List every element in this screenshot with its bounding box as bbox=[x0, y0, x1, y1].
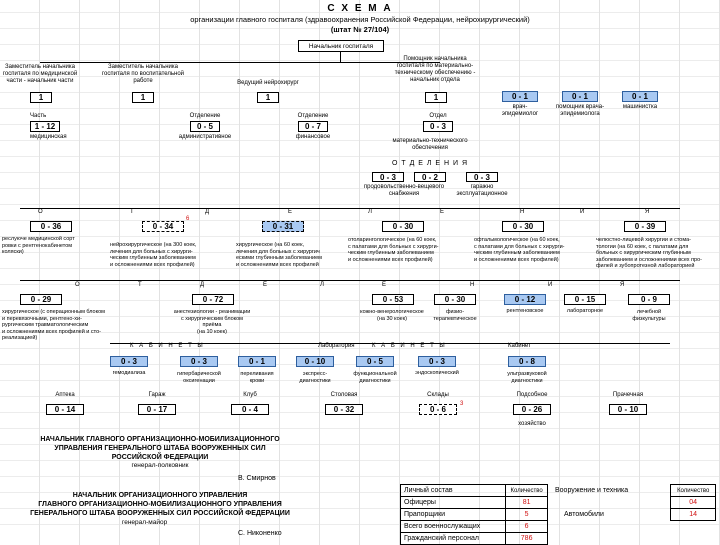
otd-row3-letter-3: Д bbox=[200, 282, 205, 288]
chief-box: Начальник госпиталя bbox=[298, 40, 384, 52]
lab-express-count: 0 - 10 bbox=[296, 356, 334, 367]
equipment-header: Вооружение и техника bbox=[555, 487, 629, 494]
cab-hyperbaric-label: гипербарической оксигенации bbox=[177, 371, 221, 384]
warehouses-title: Склады bbox=[427, 392, 449, 398]
personnel-value: 5 bbox=[506, 509, 548, 521]
garage-count: 0 - 17 bbox=[138, 404, 176, 415]
dept-finance-title: Отделение bbox=[297, 113, 329, 119]
pharmacy-title: Аптека bbox=[55, 392, 75, 398]
epid-assistant-box: 0 - 1 bbox=[562, 91, 598, 102]
equipment-spacer bbox=[552, 497, 671, 509]
otd-anesthesia-label: анестезиологии - реанимации с хирургическим блоком приёма (на 10 коек) bbox=[173, 309, 251, 335]
garage-title: Гараж bbox=[148, 392, 166, 398]
sig-b-line1: НАЧАЛЬНИК ОРГАНИЗАЦИОННОГО УПРАВЛЕНИЯ bbox=[72, 492, 248, 499]
otd-reception-label: реслуюче медицинской сорт ровки с рентгенокабинетом коляски) bbox=[2, 236, 75, 256]
cab-transfusion-label: переливания крови bbox=[240, 371, 274, 384]
personnel-label: Всего военнослужащих bbox=[401, 521, 506, 533]
assist-mat-label: Помощник начальника госпиталя по материально- техническому обеспечению - начальник отдела bbox=[394, 56, 476, 83]
sig-a-line1: НАЧАЛЬНИК ГЛАВНОГО ОРГАНИЗАЦИОННО-МОБИЛИЗАЦИОННОГО bbox=[40, 436, 280, 443]
assist-mat-count: 1 bbox=[425, 92, 447, 103]
cab-functional-count: 0 - 5 bbox=[356, 356, 394, 367]
otd-main-letter-3: Д bbox=[205, 209, 210, 215]
sig-a-line2: УПРАВЛЕНИЯ ГЕНЕРАЛЬНОГО ШТАБА ВООРУЖЕННЫХ СИЛ bbox=[54, 445, 266, 452]
deputy-med-label: Заместитель начальника госпиталя по медицинской части - начальник части bbox=[2, 64, 78, 84]
epid-assistant-label: помощник врача- эпидемиолога bbox=[555, 104, 605, 117]
part-count: 1 - 12 bbox=[30, 121, 60, 132]
otd-ophthalmology-label: офтальмологическое (на 60 коек, с палатами для больных с хирурги- ческим глубинным заболеванием и осложнениями всех профилей) bbox=[474, 237, 565, 263]
lead-surgeon-count: 1 bbox=[257, 92, 279, 103]
otd-row3-letter-8: И bbox=[548, 282, 553, 288]
otd-lab-label: лабораторное bbox=[566, 308, 604, 314]
warehouses-mark: 3 bbox=[460, 401, 464, 407]
otd-lfk-count: 0 - 9 bbox=[628, 294, 670, 305]
sig-a-rank: генерал-полковник bbox=[131, 462, 189, 469]
otd-xray-count: 0 - 12 bbox=[504, 294, 546, 305]
otd-reception-count: 0 - 36 bbox=[30, 221, 72, 232]
dept-material-label: материально-технического обеспечения bbox=[392, 138, 468, 151]
otd-main-letter-8: И bbox=[580, 209, 585, 215]
equipment-top-value: 04 bbox=[671, 497, 716, 509]
otd-main-letter-9: Я bbox=[645, 209, 650, 215]
otd-lfk-label: лечебной физкультуры bbox=[632, 309, 666, 322]
otd-dermatology-label: кожно-венерологическое (на 30 коек) bbox=[360, 309, 424, 322]
otd-garage-count: 0 - 2 bbox=[414, 172, 446, 182]
cab-endoscopy-label: эндоскопический bbox=[415, 370, 459, 376]
otd-food-label: продовольственно-вещевого снабжения bbox=[363, 184, 445, 197]
deputy-work-label: Заместитель начальника госпиталя по воспитательной работе bbox=[101, 64, 185, 84]
deputy-work-count: 1 bbox=[132, 92, 154, 103]
laboratory-heading: Лаборатория bbox=[318, 343, 355, 349]
otd-row3-letter-1: О bbox=[75, 282, 80, 288]
staff-number: (штат № 27/104) bbox=[330, 25, 390, 34]
otd-ophthalmology-count: 0 - 30 bbox=[502, 221, 544, 232]
otd-physio-count: 0 - 30 bbox=[434, 294, 476, 305]
otd-row3-letter-5: Л bbox=[320, 282, 324, 288]
otd-maxillofacial-label: челюстно-лицевой хирургии и стома- тологии (на 60 коек, с палатами для больных с хирургическим глубинным заболеванием и осложнениями всех про- филей и зубопротезной лабораторией bbox=[596, 237, 703, 270]
epidemiologist-box: 0 - 1 bbox=[502, 91, 538, 102]
otd-row3-letter-4: Е bbox=[263, 282, 268, 288]
departments-heading-1: О Т Д Е Л Е Н И Я bbox=[391, 160, 469, 167]
cab-transfusion-count: 0 - 1 bbox=[238, 356, 276, 367]
otd-main-letter-1: О bbox=[38, 209, 43, 215]
cab-hyperbaric-count: 0 - 3 bbox=[180, 356, 218, 367]
dept-material-title: Отдел bbox=[429, 113, 447, 119]
otd-ent-label: отоларингологическое (на 60 коек, с палатами для больных с хирурги- ческим глубинным заболеванием и осложнениями всех профилей) bbox=[348, 237, 439, 263]
scheme-title: С Х Е М А bbox=[327, 3, 393, 14]
cab-hemodialysis-label: гемодиализа bbox=[112, 370, 146, 376]
personnel-value: 6 bbox=[506, 521, 548, 533]
otd-surgery-label: хирургическое (на 60 коек, лечения для больных с хирургич ескими глубинным заболеванием и осложнениями всех профилей bbox=[236, 242, 322, 268]
equipment-table bbox=[552, 484, 716, 521]
otd-dermatology-count: 0 - 53 bbox=[372, 294, 414, 305]
equipment-value: 14 bbox=[671, 509, 716, 521]
cab-ultrasound-label: ультразвуковой диагностики bbox=[507, 371, 547, 384]
equipment-label: Автомобили bbox=[564, 511, 604, 518]
otd-main-letter-4: Е bbox=[288, 209, 293, 215]
personnel-table bbox=[400, 484, 548, 545]
warehouses-count: 0 - 6 bbox=[419, 404, 457, 415]
otd-surgery-count: 0 - 31 bbox=[262, 221, 304, 232]
cab-functional-label: функциональной диагностики bbox=[353, 371, 397, 384]
cab-endoscopy-count: 0 - 3 bbox=[418, 356, 456, 367]
pharmacy-count: 0 - 14 bbox=[46, 404, 84, 415]
personnel-label: Прапорщики bbox=[401, 509, 506, 521]
otd-main-letter-2: Т bbox=[130, 209, 134, 215]
dept-admin-title: Отделение bbox=[189, 113, 221, 119]
otd-gensurgery-count: 0 - 29 bbox=[20, 294, 62, 305]
sig-a-line3: РОССИЙСКОЙ ФЕДЕРАЦИИ bbox=[111, 454, 209, 461]
typist-box: 0 - 1 bbox=[622, 91, 658, 102]
sig-b-rank: генерал-майор bbox=[122, 519, 168, 526]
personnel-col-head: Количество bbox=[506, 485, 548, 497]
sig-a-name: В. Смирнов bbox=[238, 475, 276, 482]
otd-lab-count: 0 - 15 bbox=[564, 294, 606, 305]
otd-xray-label: рентгеновское bbox=[506, 308, 544, 314]
otd-row3-letter-2: Т bbox=[138, 282, 142, 288]
otd-ent-count: 0 - 30 bbox=[382, 221, 424, 232]
table-row bbox=[401, 533, 548, 545]
otd-third-count: 0 - 3 bbox=[466, 172, 498, 182]
canteen-count: 0 - 32 bbox=[325, 404, 363, 415]
auxiliary-title: Подсобное bbox=[516, 392, 548, 398]
otd-food-count: 0 - 3 bbox=[372, 172, 404, 182]
club-count: 0 - 4 bbox=[231, 404, 269, 415]
cabinets-heading-2: К А Б И Н Е Т Ы bbox=[372, 343, 447, 349]
deputy-med-count: 1 bbox=[30, 92, 52, 103]
personnel-label: Гражданский персонал bbox=[401, 533, 506, 545]
canteen-title: Столовая bbox=[330, 392, 358, 398]
otd-main-letter-5: Л bbox=[368, 209, 372, 215]
cabinets-heading-1: К А Б И Н Е Т Ы bbox=[130, 343, 205, 349]
cab-ultrasound-count: 0 - 8 bbox=[508, 356, 546, 367]
part-medical-label: медицинская bbox=[30, 134, 67, 140]
laundry-count: 0 - 10 bbox=[609, 404, 647, 415]
otd-neurosurgery-label: нейрохирургическое (на 300 коек, лечения для больных с хирурги- ческим глубинным заболеванием и осложнениями всех профилей) bbox=[110, 242, 197, 268]
table-row bbox=[401, 521, 548, 533]
auxiliary-label: хозяйство bbox=[518, 421, 546, 427]
table-row bbox=[552, 509, 716, 521]
dept-admin-count: 0 - 5 bbox=[190, 121, 220, 132]
otd-physio-label: физио- терапевтическое bbox=[433, 309, 477, 322]
part-label: Часть bbox=[30, 113, 47, 119]
sig-b-name: С. Никоненко bbox=[238, 530, 282, 537]
table-row bbox=[401, 497, 548, 509]
otd-main-letter-7: Н bbox=[520, 209, 525, 215]
personnel-value: 786 bbox=[506, 533, 548, 545]
equipment-col-head: Количество bbox=[671, 485, 716, 497]
otd-garage-label: гаражно эксплуатационное bbox=[456, 184, 508, 197]
lab-express-label: экспресс- диагностики bbox=[299, 371, 331, 384]
otd-gensurgery-label: хирургическое (с операционным блоком и перевязочными, рентгено-хи- рургическим травматологическим и осложнениями всех профилей и сто- реализацией) bbox=[2, 309, 105, 342]
personnel-label: Офицеры bbox=[401, 497, 506, 509]
cab-hemodialysis-count: 0 - 3 bbox=[110, 356, 148, 367]
otd-row3-letter-7: Н bbox=[470, 282, 475, 288]
table-row bbox=[401, 509, 548, 521]
otd-neurosurgery-mark: 6 bbox=[186, 216, 190, 222]
laundry-title: Прачечная bbox=[612, 392, 644, 398]
epidemiologist-label: врач- эпидемиолог bbox=[501, 104, 539, 117]
dept-finance-count: 0 - 7 bbox=[298, 121, 328, 132]
personnel-header: Личный состав bbox=[401, 485, 506, 497]
otd-row3-letter-6: Е bbox=[382, 282, 387, 288]
otd-neurosurgery-count: 0 - 34 bbox=[142, 221, 184, 232]
lead-surgeon-label: Ведущий нейрохирург bbox=[237, 80, 299, 86]
club-title: Клуб bbox=[243, 392, 257, 398]
scheme-subtitle: организации главного госпиталя (здравоохранения Российской Федерации, нейрохирургический) bbox=[190, 15, 530, 24]
otd-anesthesia-count: 0 - 72 bbox=[192, 294, 234, 305]
auxiliary-count: 0 - 26 bbox=[513, 404, 551, 415]
personnel-value: 81 bbox=[506, 497, 548, 509]
sig-b-line3: ГЕНЕРАЛЬНОГО ШТАБА ВООРУЖЕННЫХ СИЛ РОССИЙСКОЙ ФЕДЕРАЦИИ bbox=[30, 510, 290, 517]
dept-admin-label: административное bbox=[178, 134, 232, 140]
dept-finance-label: финансовое bbox=[295, 134, 331, 140]
otd-main-letter-6: Е bbox=[440, 209, 445, 215]
dept-material-count: 0 - 3 bbox=[423, 121, 453, 132]
typist-label: машинистка bbox=[622, 104, 658, 110]
otd-maxillofacial-count: 0 - 39 bbox=[624, 221, 666, 232]
sig-b-line2: ГЛАВНОГО ОРГАНИЗАЦИОННО-МОБИЛИЗАЦИОННОГО УПРАВЛЕНИЯ bbox=[38, 501, 282, 508]
cabinet-heading: Кабинет bbox=[508, 343, 531, 349]
otd-row3-letter-9: Я bbox=[620, 282, 625, 288]
